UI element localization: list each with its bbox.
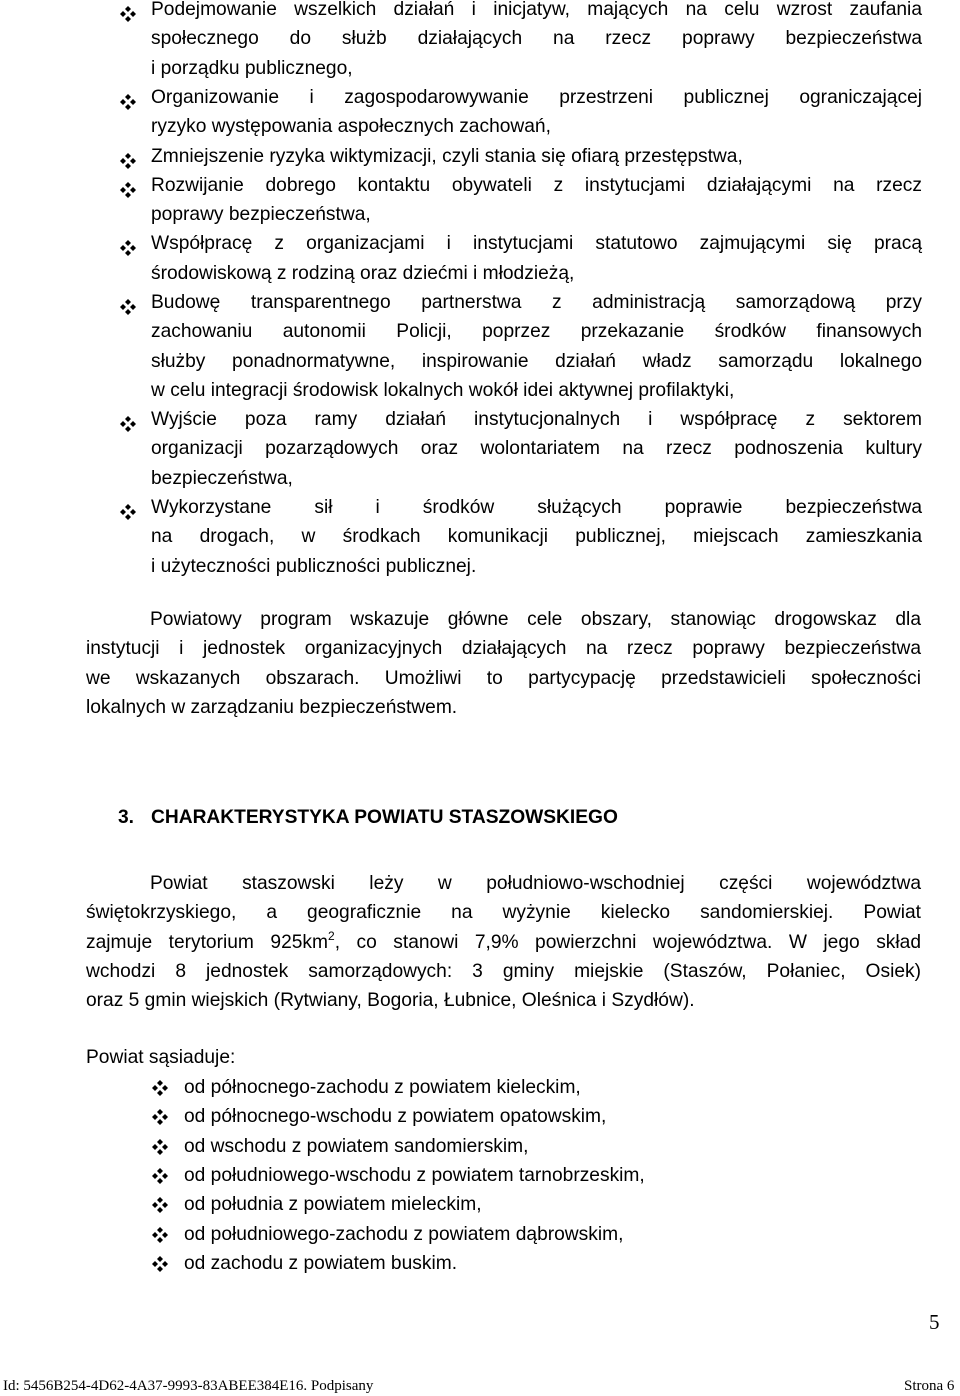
four-diamond-bullet-icon <box>119 181 137 199</box>
four-diamond-bullet-icon <box>119 503 137 521</box>
four-diamond-bullet-icon <box>151 1167 169 1185</box>
objective-line: w celu integracji środowisk lokalnych wokół idei aktywnej profilaktyki, <box>151 379 735 401</box>
objective-line: ryzyko występowania aspołecznych zachowań, <box>151 116 551 138</box>
paragraph-line <box>86 928 921 957</box>
objective-line: Wykorzystane sił i środków służących poprawie bezpieczeństwa <box>151 497 922 519</box>
objective-item <box>151 405 922 493</box>
objective-item <box>151 171 922 230</box>
objective-line: i użyteczności publiczności publicznej. <box>151 555 477 577</box>
neighbor-item: od północnego-zachodu z powiatem kieleckim, <box>184 1077 581 1098</box>
objective-line: bezpieczeństwa, <box>151 467 293 489</box>
neighbor-item: od południowego-zachodu z powiatem dąbrowskim, <box>184 1223 624 1245</box>
four-diamond-bullet-icon <box>151 1108 169 1126</box>
four-diamond-bullet-icon <box>119 415 137 433</box>
objective-line: organizacji pozarządowych oraz wolontariatem na rzecz podnoszenia kultury <box>151 438 922 460</box>
neighbor-item: od południowego-wschodu z powiatem tarnobrzeskim, <box>184 1164 645 1186</box>
objective-line: na drogach, w środkach komunikacji publicznej, miejscach zamieszkania <box>151 526 922 548</box>
paragraph-line: Powiatowy program wskazuje główne cele obszary, stanowiąc drogowskaz dla <box>150 609 921 630</box>
section-title: CHARAKTERYSTYKA POWIATU STASZOWSKIEGO <box>151 807 618 828</box>
objective-line: Organizowanie i zagospodarowywanie przestrzeni publicznej ograniczającej <box>151 86 922 108</box>
neighbors-intro-text: Powiat sąsiaduje: <box>86 1047 236 1068</box>
paragraph-line: wchodzi 8 jednostek samorządowych: 3 gminy miejskie (Staszów, Połaniec, Osiek) <box>86 960 921 982</box>
four-diamond-bullet-icon <box>119 152 137 170</box>
four-diamond-bullet-icon <box>119 298 137 316</box>
paragraph-line: świętokrzyskiego, a geograficznie na wyżynie kielecko sandomierskiej. Powiat <box>86 902 921 924</box>
objective-item <box>151 493 922 581</box>
objective-line: Współpracę z organizacjami i instytucjami statutowo zajmującymi się pracą <box>151 233 922 255</box>
objective-line: Podejmowanie wszelkich działań i inicjatyw, mających na celu wzrost zaufania <box>151 0 922 20</box>
county-description-paragraph <box>86 869 921 1015</box>
objective-line: Wyjście poza ramy działań instytucjonalnych i współpracę z sektorem <box>151 409 922 431</box>
section-heading <box>118 803 618 832</box>
objective-item <box>151 288 922 405</box>
four-diamond-bullet-icon <box>151 1196 169 1214</box>
four-diamond-bullet-icon <box>151 1226 169 1244</box>
neighbor-item: od północnego-wschodu z powiatem opatowskim, <box>184 1106 607 1128</box>
paragraph-line: oraz 5 gmin wiejskich (Rytwiany, Bogoria, Łubnice, Oleśnica i Szydłów). <box>86 990 695 1012</box>
objective-line: zachowaniu autonomii Policji, poprzez przekazanie środków finansowych <box>151 321 922 343</box>
paragraph-line: Powiat staszowski leży w południowo-wschodniej części województwa <box>150 873 921 894</box>
paragraph-line: instytucji i jednostek organizacyjnych działających na rzecz poprawy bezpieczeństwa <box>86 638 921 660</box>
area-text-cont: , co stanowi 7,9% powierzchni województwa. W jego skład <box>334 931 921 953</box>
footer-signature-id: Id: 5456B254-4D62-4A37-9993-83ABEE384E16. Podpisany <box>3 1378 374 1394</box>
four-diamond-bullet-icon <box>119 93 137 111</box>
objective-item <box>151 142 922 171</box>
objective-line: Budowę transparentnego partnerstwa z administracją samorządową przy <box>151 292 922 313</box>
objective-line: poprawy bezpieczeństwa, <box>151 204 371 226</box>
four-diamond-bullet-icon <box>151 1138 169 1156</box>
paragraph-line: we wskazanych obszarach. Umożliwi to partycypację przedstawicieli społeczności <box>86 667 921 689</box>
objective-line: społecznego do służb działających na rzecz poprawy bezpieczeństwa <box>151 28 922 50</box>
four-diamond-bullet-icon <box>119 239 137 257</box>
neighbor-item: od wschodu z powiatem sandomierskim, <box>184 1135 529 1157</box>
neighbor-item: od zachodu z powiatem buskim. <box>184 1252 458 1274</box>
four-diamond-bullet-icon <box>119 5 137 23</box>
page-number: 5 <box>929 1310 940 1334</box>
paragraph-line: lokalnych w zarządzaniu bezpieczeństwem. <box>86 696 458 718</box>
objective-item <box>151 0 922 83</box>
four-diamond-bullet-icon <box>151 1255 169 1273</box>
area-text: zajmuje terytorium 925km <box>86 931 328 953</box>
objective-line: Rozwijanie dobrego kontaktu obywateli z instytucjami działającymi na rzecz <box>151 174 922 196</box>
program-paragraph <box>86 605 921 722</box>
objective-line: i porządku publicznego, <box>151 57 353 79</box>
objective-item <box>151 83 922 142</box>
objective-line: Zmniejszenie ryzyka wiktymizacji, czyli stania się ofiarą przestępstwa, <box>151 145 743 167</box>
four-diamond-bullet-icon <box>151 1079 169 1097</box>
neighbor-item: od południa z powiatem mieleckim, <box>184 1194 482 1216</box>
objective-item <box>151 229 922 288</box>
section-number: 3. <box>118 807 135 828</box>
objective-line: służby ponadnormatywne, inspirowanie działań władz samorządu lokalnego <box>151 350 922 372</box>
objective-line: środowiskową z rodziną oraz dziećmi i młodzieżą, <box>151 262 575 284</box>
superscript: 2 <box>328 928 335 943</box>
footer-page-label: Strona 6 <box>904 1378 955 1394</box>
neighbors-intro <box>86 1043 235 1072</box>
